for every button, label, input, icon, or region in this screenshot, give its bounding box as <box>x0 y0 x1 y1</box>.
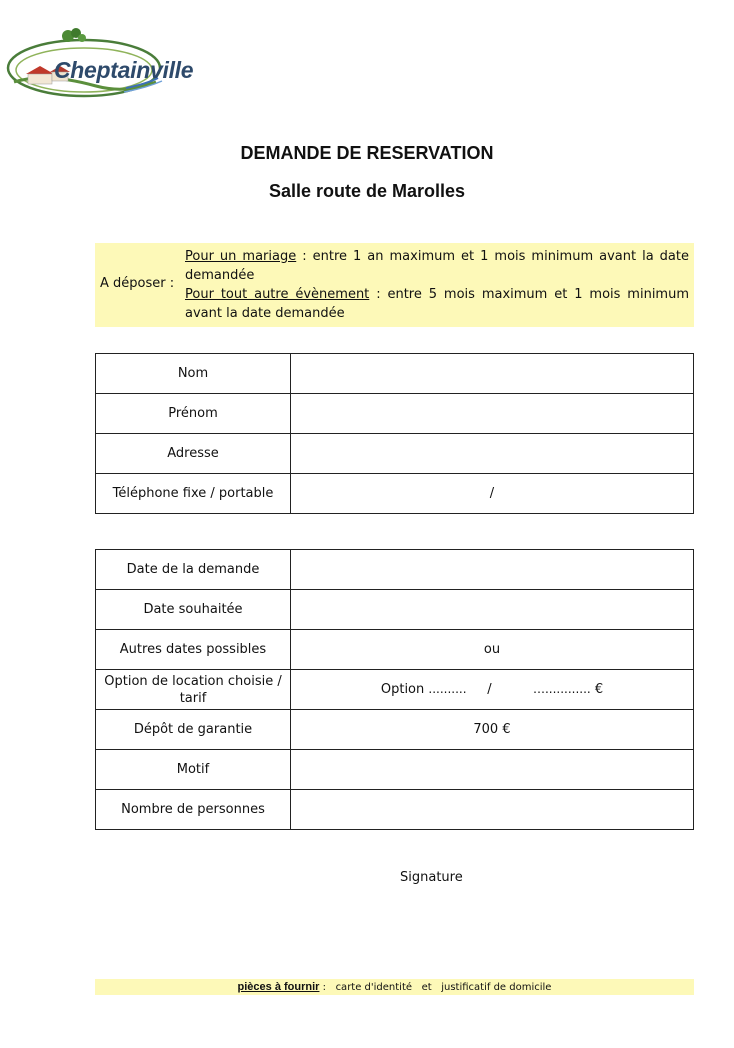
table-row <box>96 550 694 590</box>
option-word: Option <box>380 682 425 697</box>
option-field[interactable] <box>291 670 694 710</box>
telephone-field[interactable]: / <box>291 474 694 514</box>
tarif-dots: …............ <box>532 682 591 696</box>
euro-sign: € <box>594 682 604 697</box>
autres-dates-label: Autres dates possibles <box>96 630 291 670</box>
notice-label: A déposer : <box>100 276 175 291</box>
table-row <box>96 750 694 790</box>
table-row <box>96 710 694 750</box>
town-name: Cheptainville <box>54 57 194 83</box>
table-row <box>96 670 694 710</box>
form-title: DEMANDE DE RESERVATION <box>240 143 494 163</box>
form-subtitle: Salle route de Marolles <box>268 181 466 201</box>
deposit-notice <box>95 243 694 327</box>
applicant-table <box>95 353 694 514</box>
option-slash: / <box>487 682 492 697</box>
option-dots: .......... <box>428 682 467 696</box>
prenom-label: Prénom <box>96 394 291 434</box>
adresse-label: Adresse <box>96 434 291 474</box>
signature-label: Signature <box>400 870 463 885</box>
nombre-personnes-field[interactable] <box>291 790 694 830</box>
depot-value: 700 € <box>291 710 694 750</box>
document-id-card: carte d'identité <box>335 982 413 993</box>
prenom-field[interactable] <box>291 394 694 434</box>
document-conj: et <box>421 982 432 993</box>
table-row <box>96 630 694 670</box>
depot-label: Dépôt de garantie <box>96 710 291 750</box>
table-row <box>96 394 694 434</box>
notice-other-lead: Pour tout autre évènement <box>185 287 370 302</box>
table-row <box>96 474 694 514</box>
nom-field[interactable] <box>291 354 694 394</box>
telephone-label: Téléphone fixe / portable <box>96 474 291 514</box>
table-row <box>96 354 694 394</box>
required-documents-sep: : <box>319 982 327 993</box>
notice-wedding <box>185 247 689 285</box>
notice-other-rest: : entre 5 mois maximum et 1 mois minimum avant la date demandée <box>185 287 689 321</box>
town-logo <box>6 26 218 106</box>
nombre-personnes-label: Nombre de personnes <box>96 790 291 830</box>
table-row <box>96 590 694 630</box>
notice-other-event <box>185 285 689 323</box>
table-row <box>96 434 694 474</box>
autres-dates-field[interactable]: ou <box>291 630 694 670</box>
date-souhaitee-field[interactable] <box>291 590 694 630</box>
nom-label: Nom <box>96 354 291 394</box>
required-documents <box>95 979 694 995</box>
date-souhaitee-label: Date souhaitée <box>96 590 291 630</box>
notice-wedding-lead: Pour un mariage <box>185 249 297 264</box>
notice-body <box>185 247 689 323</box>
date-demande-field[interactable] <box>291 550 694 590</box>
document-proof-of-address: justificatif de domicile <box>441 982 552 993</box>
notice-wedding-rest: : entre 1 an maximum et 1 mois minimum avant la date demandée <box>185 249 689 283</box>
required-documents-lead: pièces à fournir <box>237 981 320 993</box>
table-row <box>96 790 694 830</box>
motif-field[interactable] <box>291 750 694 790</box>
option-label: Option de location choisie / tarif <box>96 670 291 710</box>
adresse-field[interactable] <box>291 434 694 474</box>
reservation-table <box>95 549 694 830</box>
date-demande-label: Date de la demande <box>96 550 291 590</box>
motif-label: Motif <box>96 750 291 790</box>
